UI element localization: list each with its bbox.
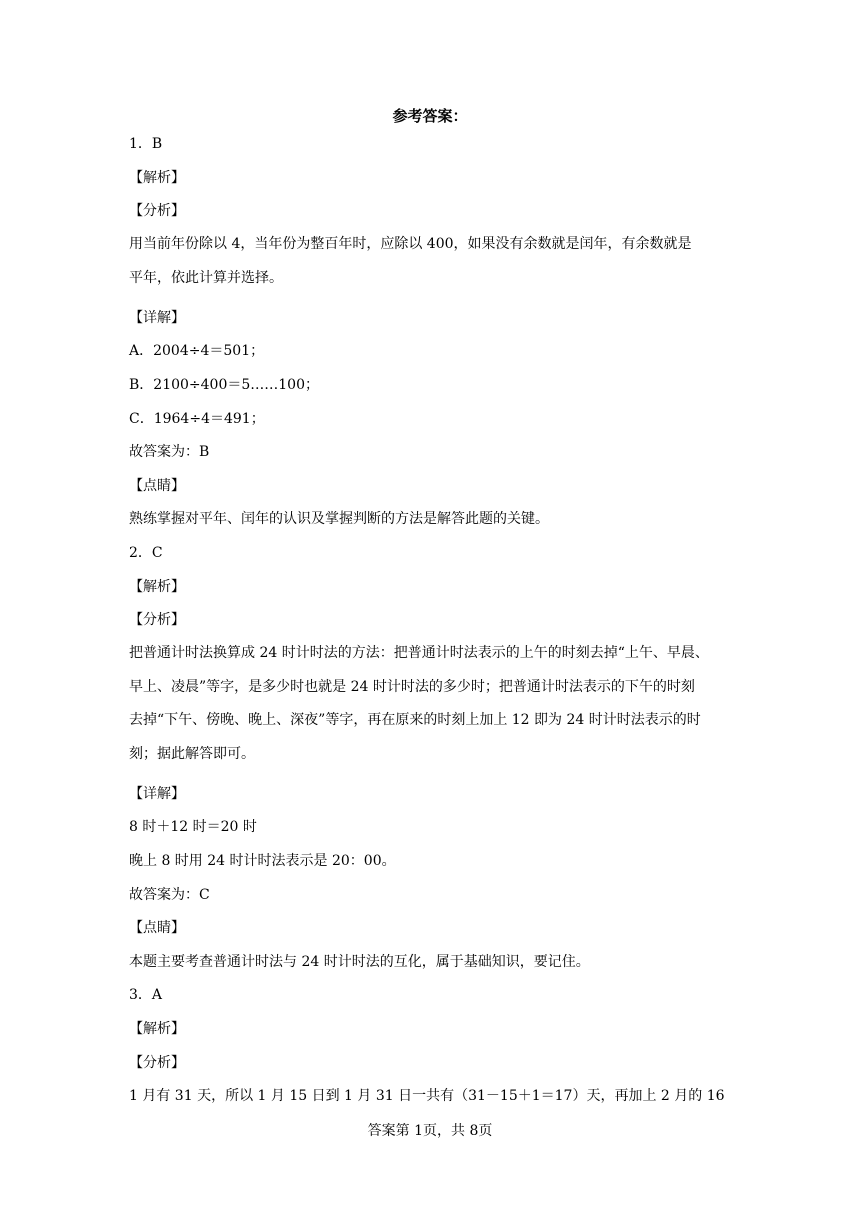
q1-xiangjie-heading: 【详解】 bbox=[129, 309, 185, 326]
q2-analysis-line-4: 刻；据此解答即可。 bbox=[129, 745, 255, 762]
q1-analysis-line-1: 用当前年份除以 4，当年份为整百年时，应除以 400，如果没有余数就是闰年，有余数就是 bbox=[129, 235, 692, 252]
q3-jiexi-heading: 【解析】 bbox=[129, 1021, 185, 1038]
q2-fenxi-heading: 【分析】 bbox=[129, 612, 185, 629]
q2-jiexi-heading: 【解析】 bbox=[129, 578, 185, 595]
page-footer: 答案第 1页，共 8页 bbox=[367, 1123, 493, 1139]
q2-calc-1: 8 时＋12 时＝20 时 bbox=[129, 819, 257, 836]
q1-jiexi-heading: 【解析】 bbox=[129, 169, 185, 186]
q1-calc-c: C．1964÷4＝491； bbox=[129, 410, 265, 427]
q2-dianjing-heading: 【点睛】 bbox=[129, 920, 185, 937]
page-title: 参考答案： bbox=[392, 107, 468, 125]
q1-comment: 熟练掌握对平年、闰年的认识及掌握判断的方法是解答此题的关键。 bbox=[129, 511, 549, 528]
q1-analysis bbox=[129, 228, 734, 295]
q1-analysis-line-2: 平年，依此计算并选择。 bbox=[129, 269, 283, 286]
q3-analysis-line-1: 1 月有 31 天，所以 1 月 15 日到 1 月 31 日一共有（31－15＋1＝17）天，再加上 2 月的 16 bbox=[129, 1088, 725, 1105]
q2-conclusion: 故答案为：C bbox=[129, 886, 210, 903]
q1-calc-a: A．2004÷4＝501； bbox=[129, 343, 265, 360]
q2-analysis-line-2: 早上、凌晨”等字，是多少时也就是 24 时计时法的多少时；把普通计时法表示的下午的时刻 bbox=[129, 678, 695, 695]
q1-dianjing-heading: 【点睛】 bbox=[129, 477, 185, 494]
q1-conclusion: 故答案为：B bbox=[129, 444, 210, 461]
q2-answer: 2．C bbox=[129, 544, 163, 561]
q2-comment: 本题主要考查普通计时法与 24 时计时法的互化，属于基础知识，要记住。 bbox=[129, 953, 590, 970]
q2-calc-2: 晚上 8 时用 24 时计时法表示是 20：00。 bbox=[129, 853, 396, 870]
q1-fenxi-heading: 【分析】 bbox=[129, 203, 185, 220]
q1-calc-b: B．2100÷400＝5……100； bbox=[129, 376, 319, 393]
q2-analysis bbox=[129, 637, 734, 771]
q3-fenxi-heading: 【分析】 bbox=[129, 1054, 185, 1071]
q2-analysis-line-3: 去掉“下午、傍晚、晚上、深夜”等字，再在原来的时刻上加上 12 即为 24 时计时法表示的时 bbox=[129, 712, 701, 729]
q2-xiangjie-heading: 【详解】 bbox=[129, 785, 185, 802]
q3-answer: 3．A bbox=[129, 987, 163, 1004]
q2-analysis-line-1: 把普通计时法换算成 24 时计时法的方法：把普通计时法表示的上午的时刻去掉“上午、早晨、 bbox=[129, 644, 709, 661]
answer-content bbox=[129, 133, 734, 1119]
q1-answer: 1．B bbox=[129, 136, 163, 152]
